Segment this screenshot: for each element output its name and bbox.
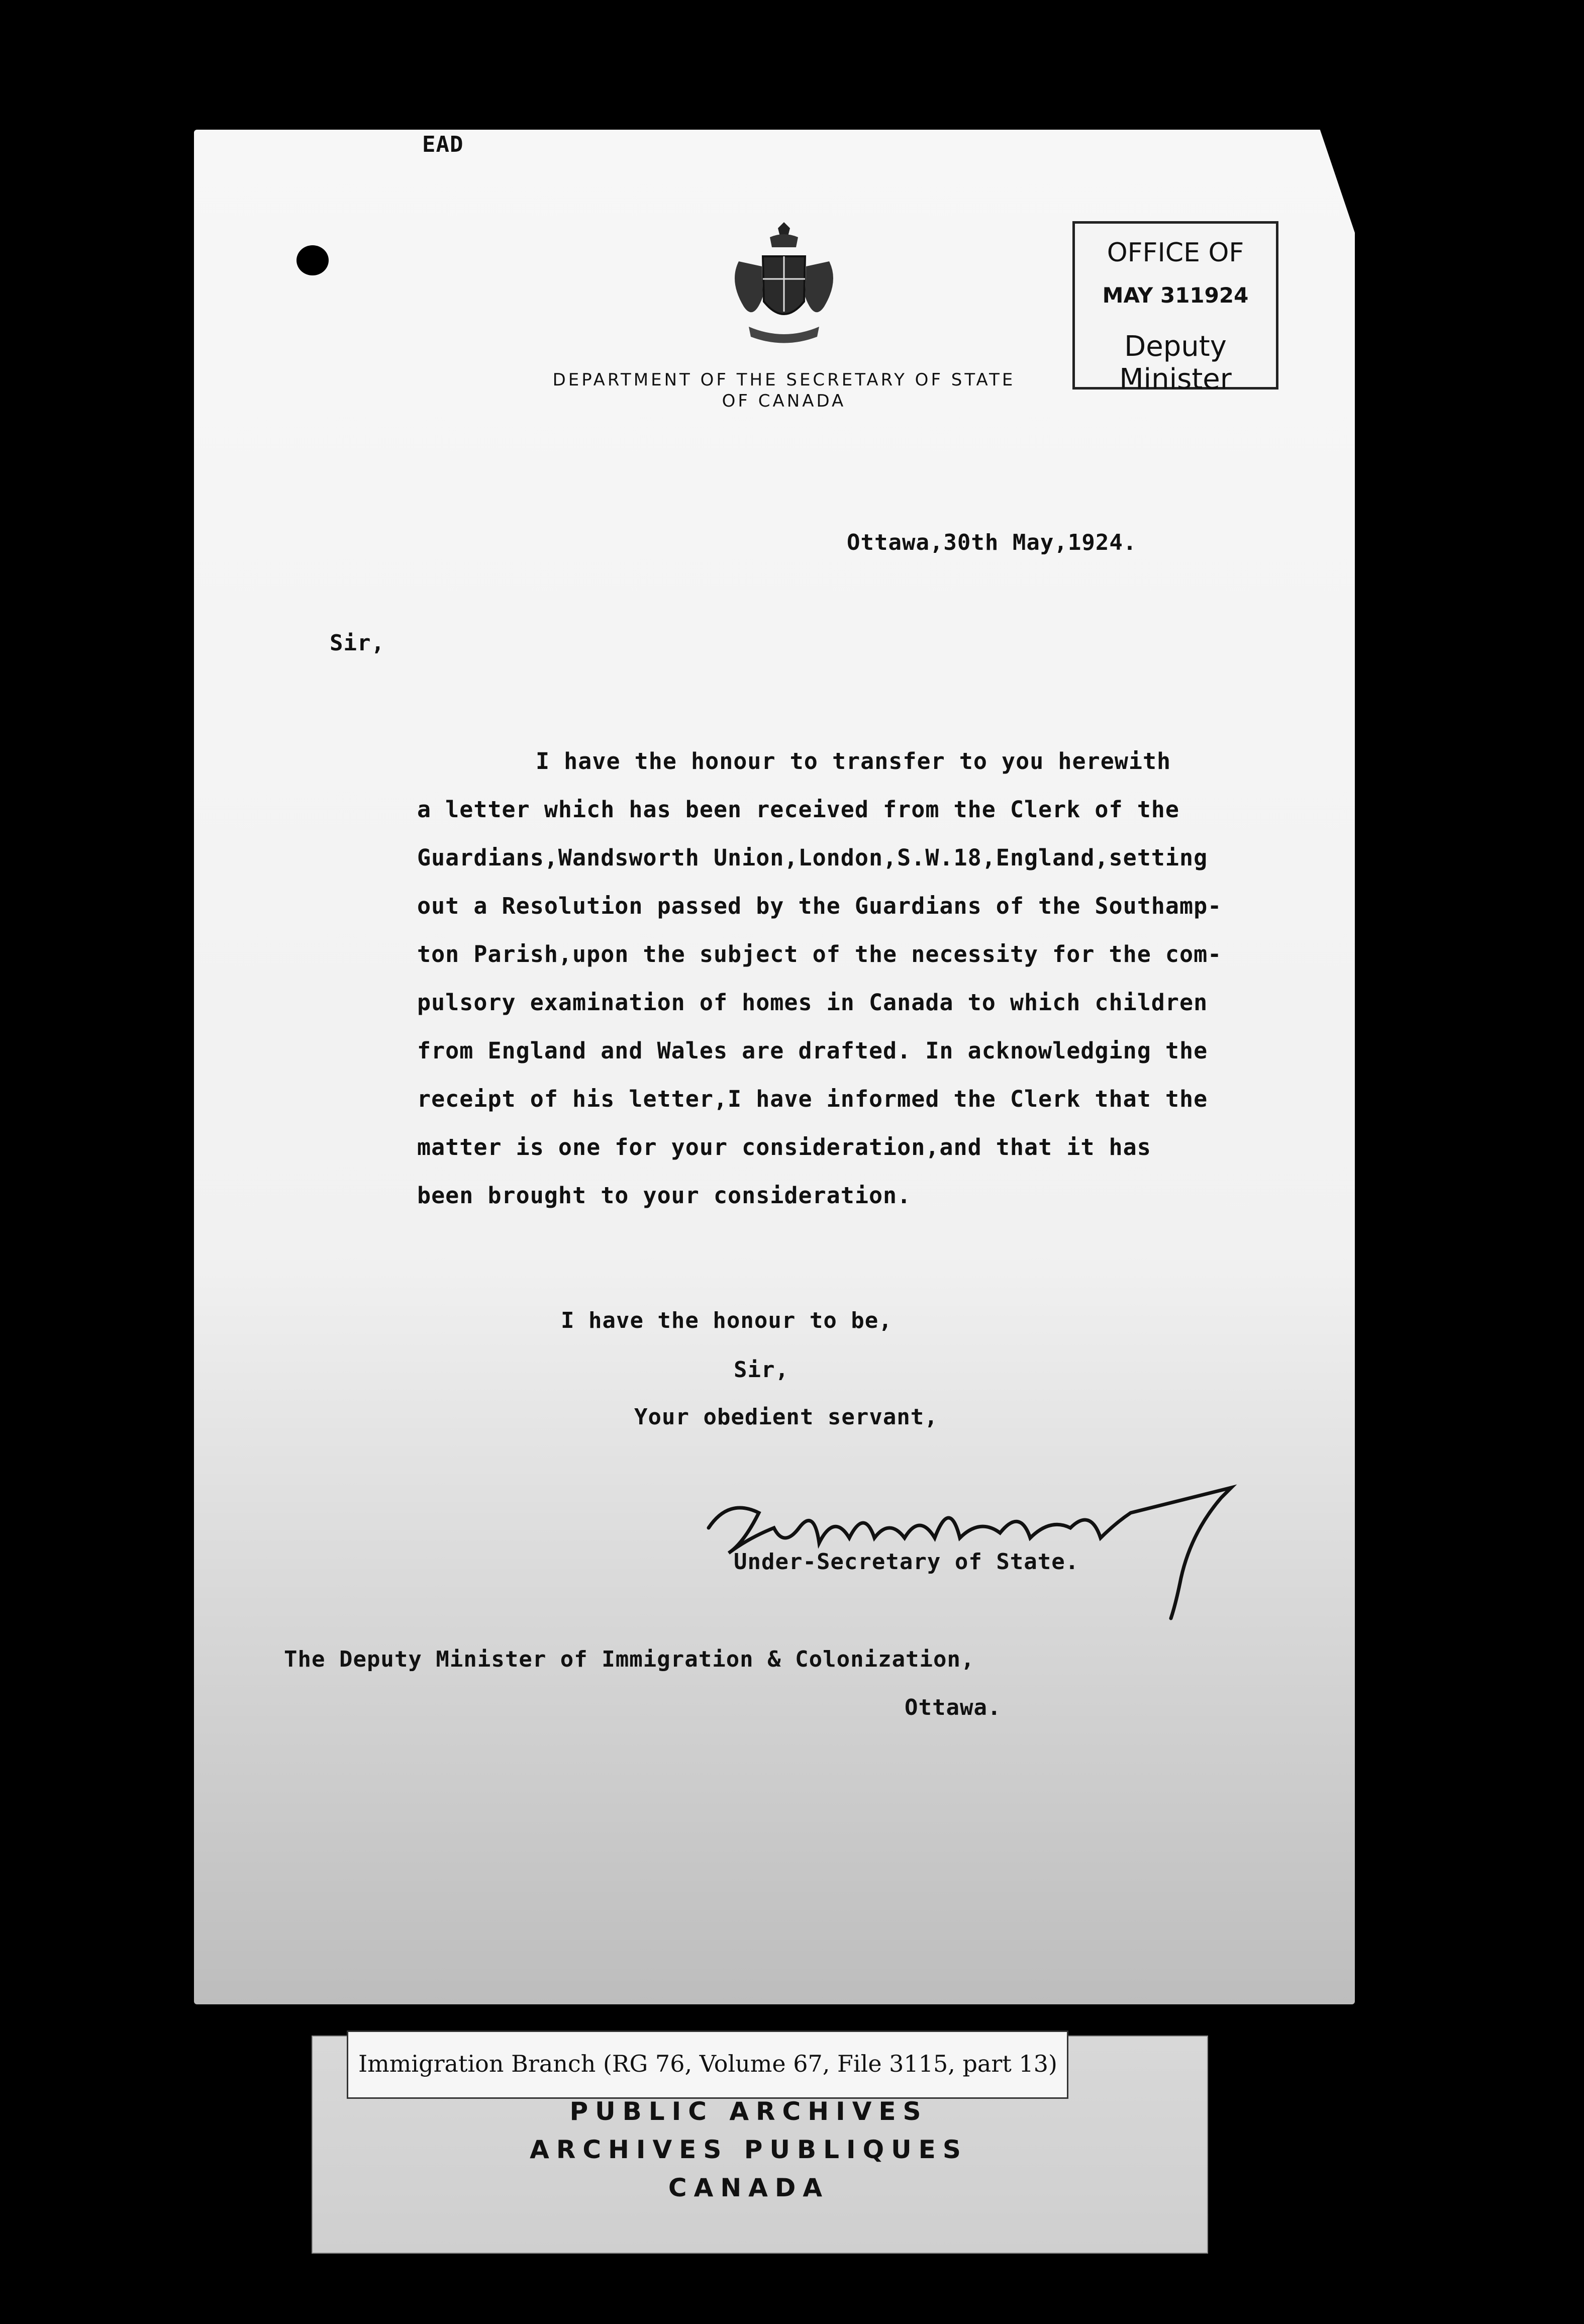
archive-name-en: PUBLIC ARCHIVES xyxy=(569,2097,928,2126)
received-stamp xyxy=(1072,221,1278,396)
department-subheading: OF CANADA xyxy=(722,391,846,411)
closing-line: Your obedient servant, xyxy=(634,1404,938,1430)
coat-of-arms-icon xyxy=(719,221,849,352)
stamp-date: MAY 311924 xyxy=(1102,283,1249,308)
body-line: a letter which has been received from the Clerk of the xyxy=(417,796,1179,823)
stamp-office-name: Deputy Minister xyxy=(1119,330,1232,396)
closing-line: Sir, xyxy=(734,1357,789,1383)
body-line: from England and Wales are drafted. In acknowledging the xyxy=(417,1037,1208,1064)
body-line: receipt of his letter,I have informed the Clerk that the xyxy=(417,1086,1208,1112)
addressee: The Deputy Minister of Immigration & Colonization, xyxy=(284,1647,975,1672)
archive-country: CANADA xyxy=(668,2173,830,2202)
closing-line: I have the honour to be, xyxy=(561,1308,893,1333)
punch-hole xyxy=(296,245,329,275)
body-line: out a Resolution passed by the Guardians of the Southamp- xyxy=(417,893,1222,919)
body-line: been brought to your consideration. xyxy=(417,1182,912,1209)
body-line: I have the honour to transfer to you herewith xyxy=(536,748,1171,774)
body-line: Guardians,Wandsworth Union,London,S.W.18,England,setting xyxy=(417,844,1208,871)
addressee-city: Ottawa. xyxy=(905,1695,1002,1720)
body-line: matter is one for your consideration,and that it has xyxy=(417,1134,1151,1160)
initials: EAD xyxy=(422,132,464,157)
letter-date: Ottawa,30th May,1924. xyxy=(847,530,1137,555)
department-heading: DEPARTMENT OF THE SECRETARY OF STATE xyxy=(552,370,1016,390)
salutation: Sir, xyxy=(330,630,385,656)
signature-title: Under-Secretary of State. xyxy=(734,1549,1079,1575)
archive-name-fr: ARCHIVES PUBLIQUES xyxy=(530,2135,968,2164)
handwritten-signature xyxy=(699,1468,1251,1628)
stamp-office: OFFICE OF xyxy=(1107,238,1244,268)
archive-reference-card xyxy=(347,2030,1068,2099)
body-line: ton Parish,upon the subject of the necessity for the com- xyxy=(417,941,1222,967)
archive-reference: Immigration Branch (RG 76, Volume 67, File 3115, part 13) xyxy=(358,2050,1057,2077)
body-line: pulsory examination of homes in Canada to which children xyxy=(417,989,1208,1016)
